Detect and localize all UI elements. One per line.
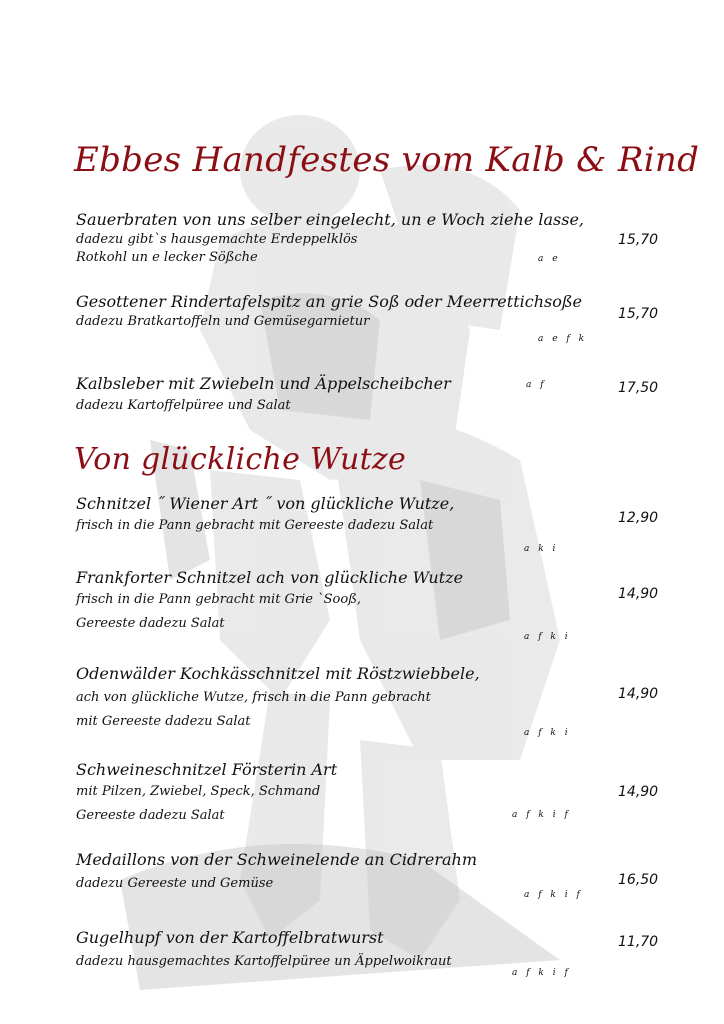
menu-item-sauerbraten [76, 210, 716, 270]
item-line: dadezu Gereeste und Gemüse [76, 876, 274, 891]
item-line: Schweineschnitzel Försterin Art [76, 760, 338, 779]
menu-item-schnitzel-wiener-art [76, 494, 716, 554]
allergen-codes: a f k i f [512, 810, 571, 820]
item-line: Gesottener Rindertafelspitz an grie Soß oder Meerrettichsoße [76, 292, 583, 311]
menu-item-schweineschnitzel-foersterin [76, 760, 716, 830]
item-price: 17,50 [618, 380, 659, 396]
menu-item-kochkaesschnitzel [76, 664, 716, 739]
item-line: frisch in die Pann gebracht mit Gereeste dadezu Salat [76, 518, 434, 533]
item-line: Sauerbraten von uns selber eingelecht, un e Woch ziehe lasse, [76, 210, 585, 229]
section-title-kalb-rind: Ebbes Handfestes vom Kalb & Rind [74, 140, 700, 180]
allergen-codes: a f k i f [512, 968, 571, 978]
item-line: dadezu Bratkartoffeln und Gemüsegarnietur [76, 314, 370, 329]
allergen-codes: a f k i f [524, 890, 583, 900]
menu-item-gugelhupf-kartoffelbratwurst [76, 928, 716, 988]
item-line: dadezu gibt`s hausgemachte Erdeppelklös [76, 232, 358, 247]
item-line: Rotkohl un e lecker Sößche [76, 250, 258, 265]
item-line: dadezu Kartoffelpüree und Salat [76, 398, 291, 413]
item-price: 11,70 [618, 934, 659, 950]
item-line: Gereeste dadezu Salat [76, 616, 225, 631]
item-line: Medaillons von der Schweinelende an Cidrerahm [76, 850, 478, 869]
menu-item-medaillons [76, 850, 716, 905]
item-price: 12,90 [618, 510, 659, 526]
item-line: dadezu hausgemachtes Kartoffelpüree un Äppelwoikraut [76, 954, 452, 969]
item-price: 14,90 [618, 784, 659, 800]
item-line: frisch in die Pann gebracht mit Grie `Sooß, [76, 592, 362, 607]
menu-item-kalbsleber [76, 374, 716, 419]
item-line: Odenwälder Kochkässchnitzel mit Röstzwiebbele, [76, 664, 480, 683]
item-price: 14,90 [618, 686, 659, 702]
item-line: Gereeste dadezu Salat [76, 808, 225, 823]
allergen-codes: a e [538, 254, 561, 264]
section-title-wutze: Von glückliche Wutze [74, 442, 407, 477]
menu-item-rindertafelspitz [76, 292, 716, 347]
allergen-codes: a f k i [524, 728, 571, 738]
item-price: 16,50 [618, 872, 659, 888]
item-line: mit Gereeste dadezu Salat [76, 714, 251, 729]
item-line: Kalbsleber mit Zwiebeln und Äppelscheibcher [76, 374, 451, 393]
item-price: 14,90 [618, 586, 659, 602]
allergen-codes: a k i [524, 544, 559, 554]
item-line: Schnitzel ˝ Wiener Art ˝ von glückliche Wutze, [76, 494, 455, 513]
item-line: mit Pilzen, Zwiebel, Speck, Schmand [76, 784, 321, 799]
allergen-codes: a f [526, 380, 547, 390]
item-line: ach von glückliche Wutze, frisch in die Pann gebracht [76, 690, 431, 705]
item-line: Frankforter Schnitzel ach von glückliche Wutze [76, 568, 464, 587]
item-price: 15,70 [618, 232, 659, 248]
menu-item-frankforter-schnitzel [76, 568, 716, 643]
item-line: Gugelhupf von der Kartoffelbratwurst [76, 928, 384, 947]
allergen-codes: a f k i [524, 632, 571, 642]
item-price: 15,70 [618, 306, 659, 322]
allergen-codes: a e f k [538, 334, 588, 344]
